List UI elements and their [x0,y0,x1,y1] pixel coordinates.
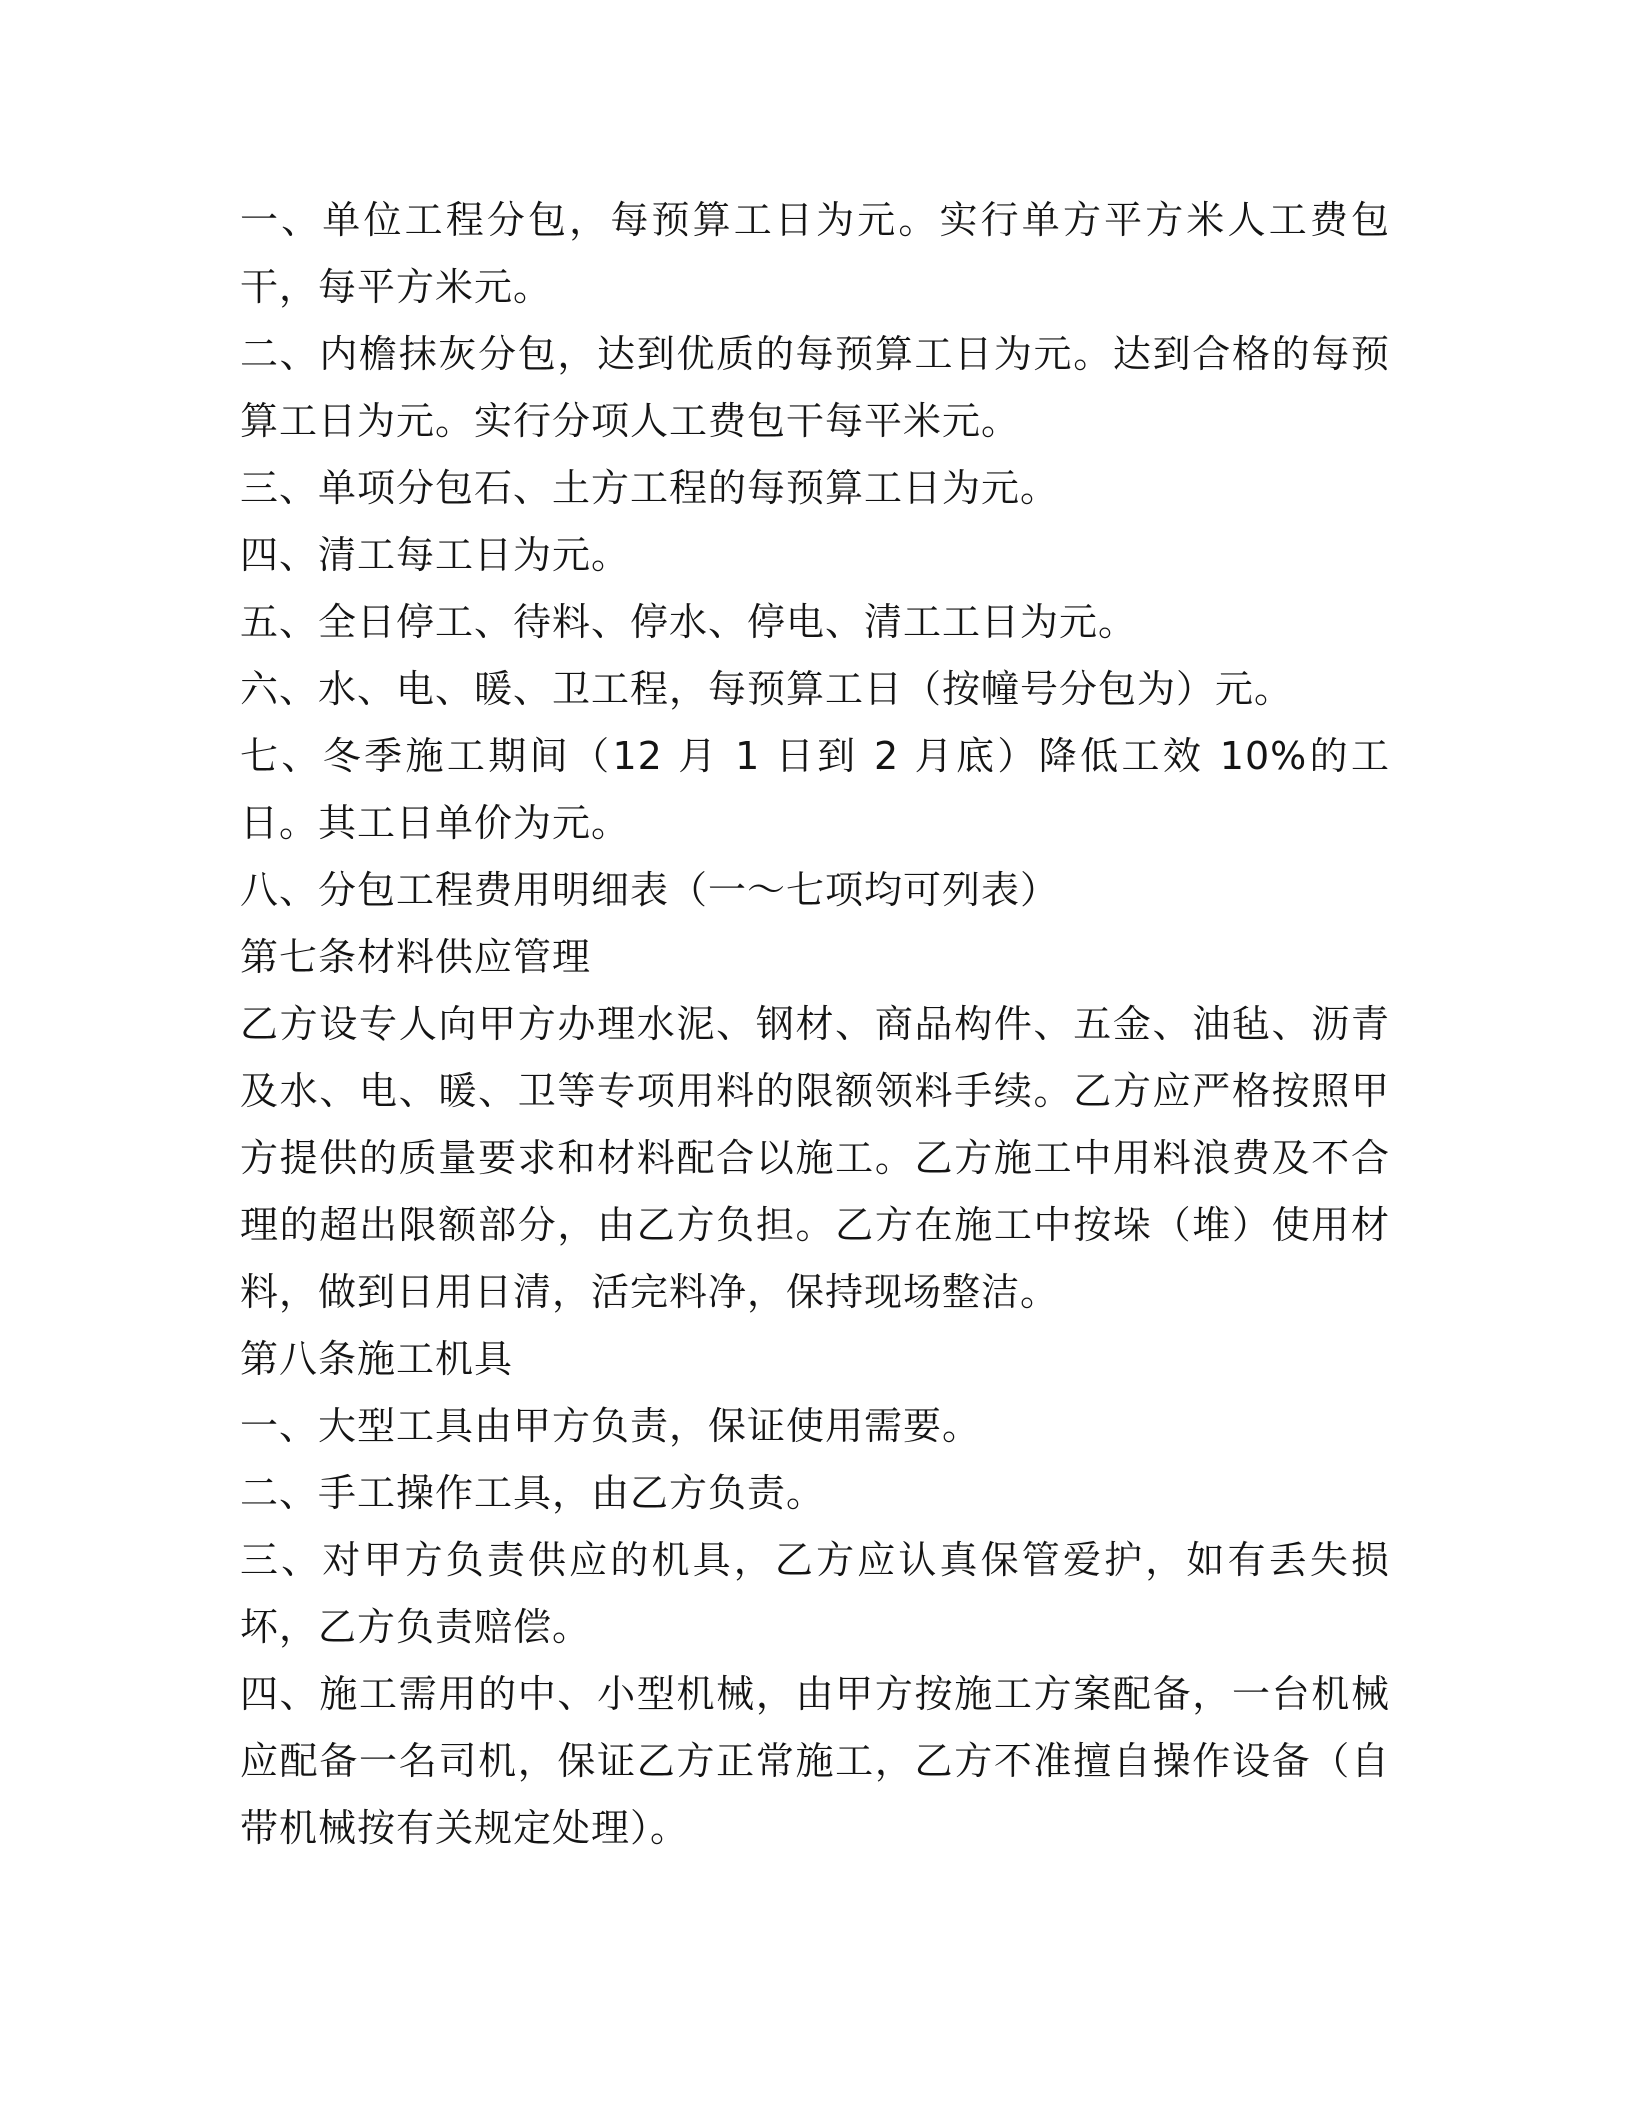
clause-paragraph: 二、内檐抹灰分包，达到优质的每预算工日为元。达到合格的每预算工日为元。实行分项人工费包干每平米元。 [240,332,1390,443]
clause-paragraph: 四、施工需用的中、小型机械，由甲方按施工方案配备，一台机械应配备一名司机，保证乙方正常施工，乙方不准擅自操作设备（自带机械按有关规定处理）。 [240,1672,1390,1850]
clause-paragraph: 三、单项分包石、土方工程的每预算工日为元。 [240,466,1060,510]
clause-paragraph: 五、全日停工、待料、停水、停电、清工工日为元。 [240,600,1138,644]
clause-paragraph: 一、大型工具由甲方负责，保证使用需要。 [240,1404,982,1448]
body-paragraph: 乙方设专人向甲方办理水泥、钢材、商品构件、五金、油毡、沥青及水、电、暖、卫等专项用料的限额领料手续。乙方应严格按照甲方提供的质量要求和材料配合以施工。乙方施工中用料浪费及不合理的超出限额部分，由乙方负担。乙方在施工中按垛（堆）使用材料，做到日用日清，活完料净，保持现场整洁。 [240,1002,1390,1314]
clause-paragraph: 一、单位工程分包，每预算工日为元。实行单方平方米人工费包干，每平方米元。 [240,198,1390,309]
clause-paragraph: 二、手工操作工具，由乙方负责。 [240,1471,826,1515]
clause-paragraph: 三、对甲方负责供应的机具，乙方应认真保管爱护，如有丢失损坏，乙方负责赔偿。 [240,1538,1390,1649]
section-heading: 第八条施工机具 [240,1337,514,1381]
clause-paragraph: 七、冬季施工期间（12 月 1 日到 2 月底）降低工效 10%的工日。其工日单价为元。 [240,734,1390,845]
section-heading: 第七条材料供应管理 [240,935,592,979]
clause-paragraph: 四、清工每工日为元。 [240,533,631,577]
document-body [240,187,1390,1862]
clause-paragraph: 六、水、电、暖、卫工程，每预算工日（按幢号分包为）元。 [240,667,1294,711]
clause-paragraph: 八、分包工程费用明细表（一～七项均可列表） [240,868,1060,912]
